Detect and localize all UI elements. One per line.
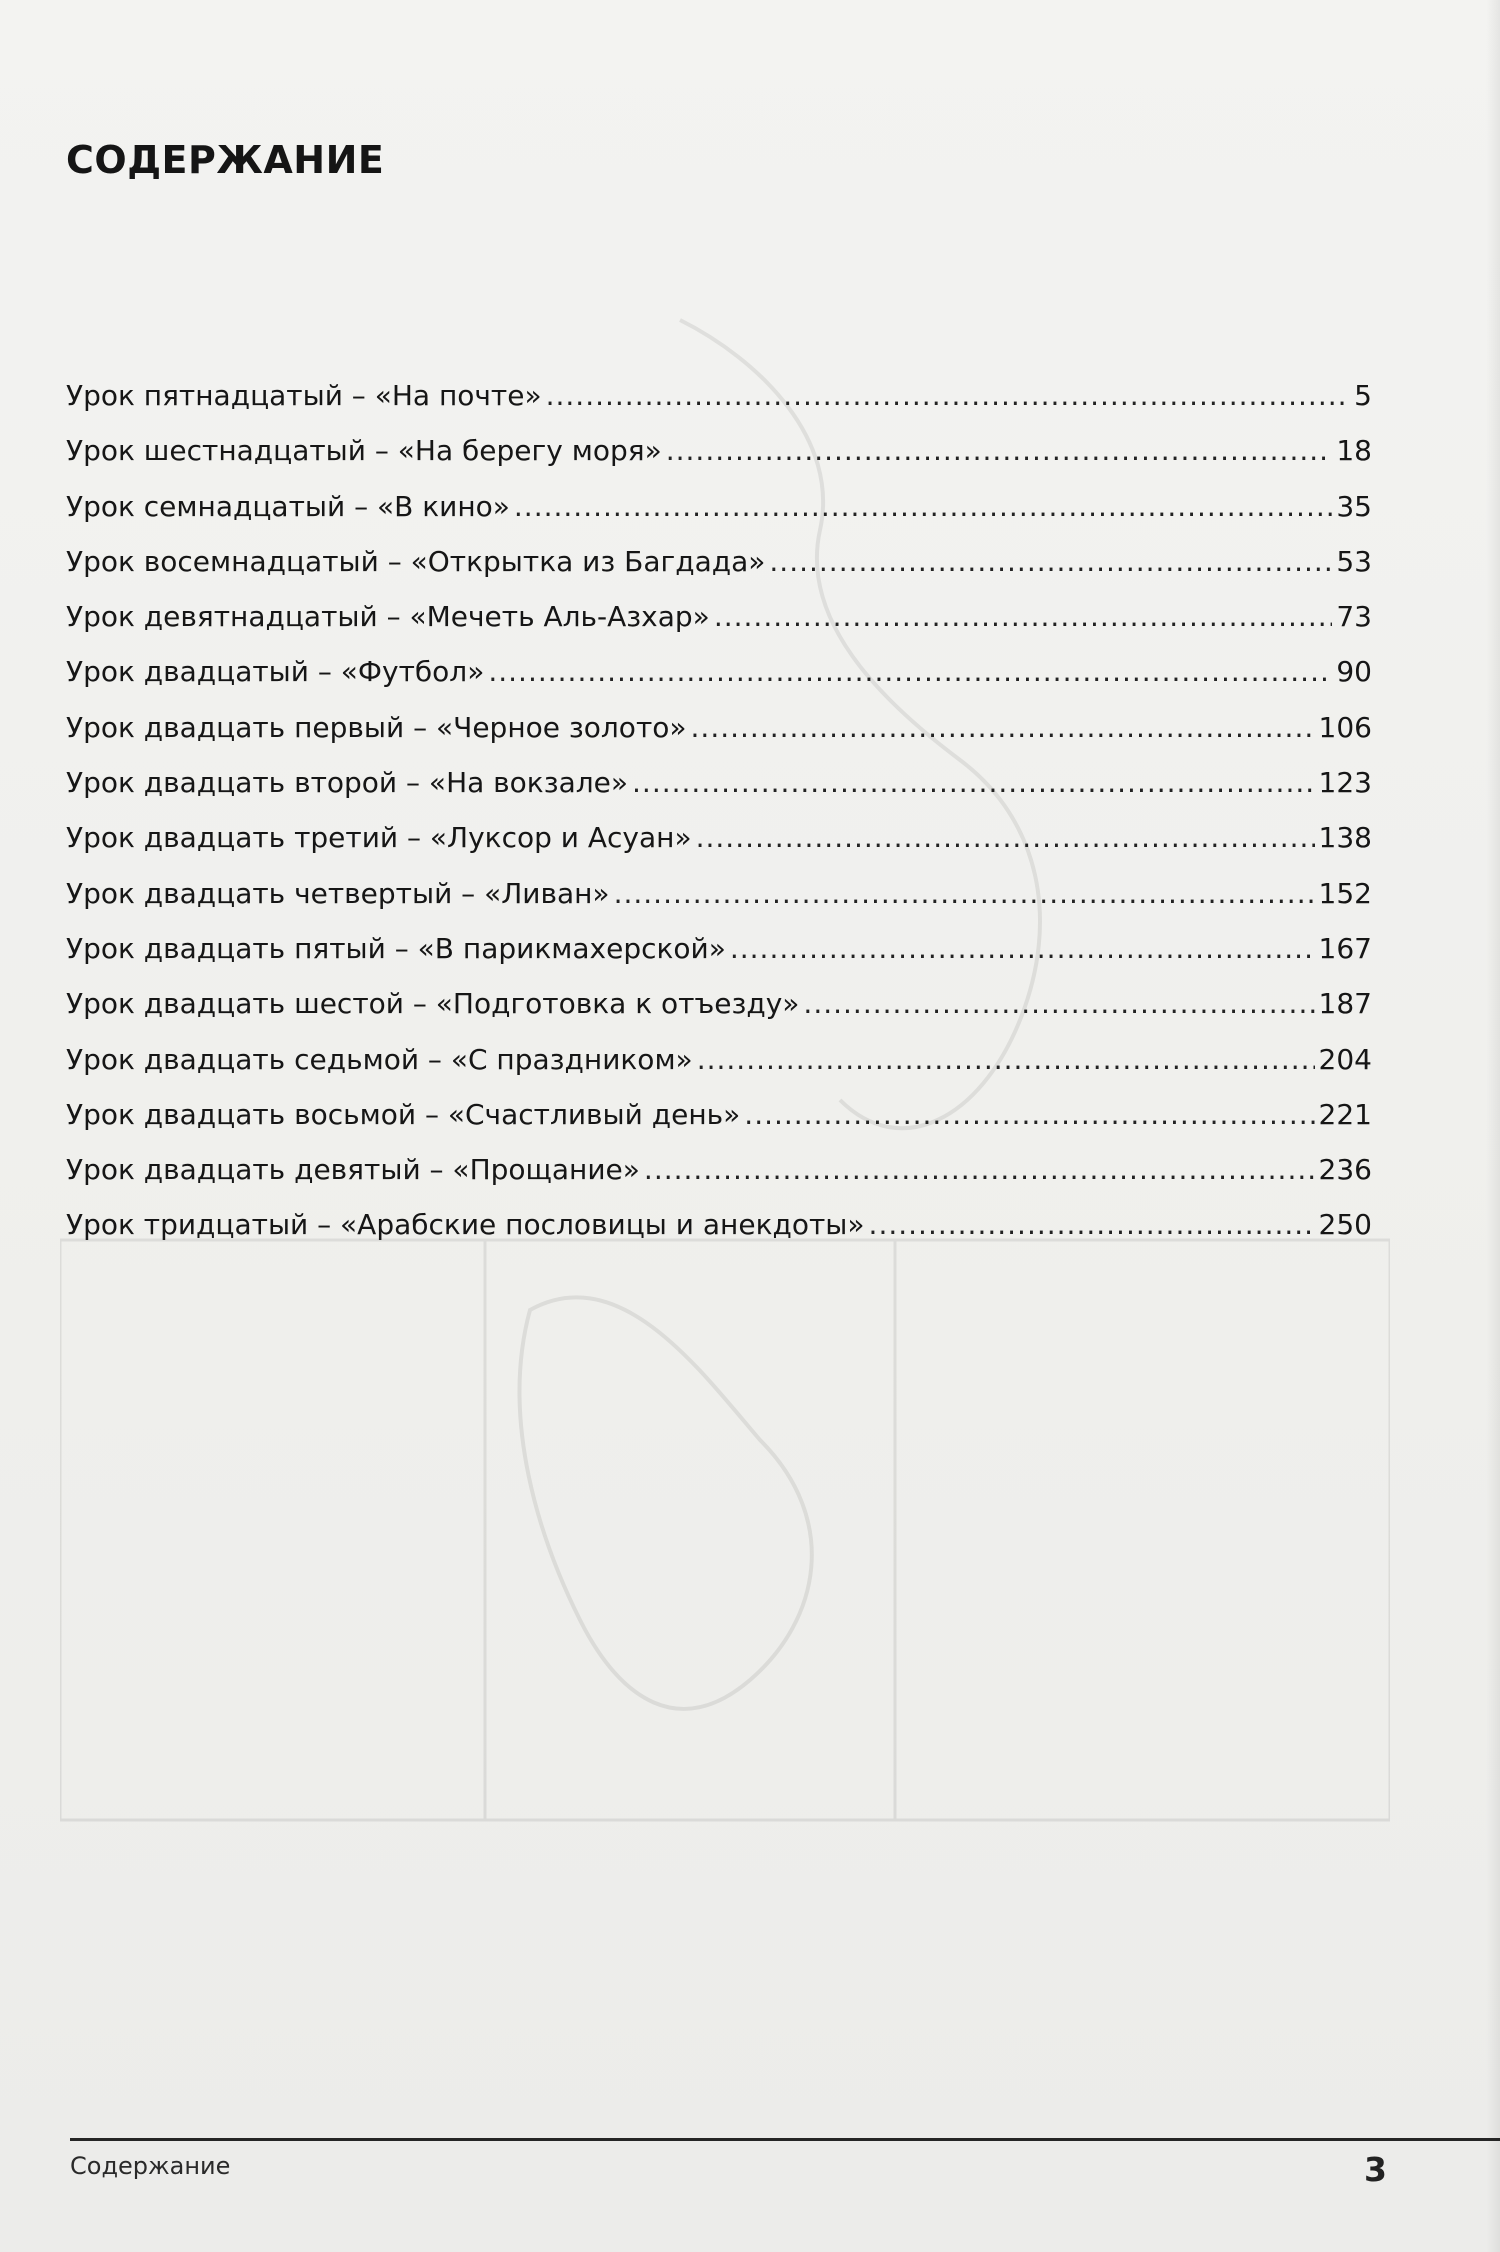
toc-entry [66, 866, 1372, 921]
toc-dot-leader [744, 1087, 1314, 1142]
toc-entry [66, 1142, 1372, 1197]
toc-entry [66, 534, 1372, 589]
toc-entry [66, 1032, 1372, 1087]
toc-entry [66, 1087, 1372, 1142]
toc-entry-page-number: 53 [1336, 544, 1372, 578]
toc-entry-page-number: 152 [1318, 876, 1372, 910]
toc-dot-leader [666, 423, 1333, 478]
toc-entry-page-number: 236 [1318, 1153, 1372, 1187]
toc-dot-leader [514, 479, 1332, 534]
toc-entry-title: Урок восемнадцатый – «Открытка из Багдада» [66, 544, 766, 578]
toc-entry-title: Урок двадцать пятый – «В парикмахерской» [66, 931, 726, 965]
toc-entry [66, 1197, 1372, 1252]
toc-dot-leader [488, 644, 1332, 699]
toc-entry-title: Урок тридцатый – «Арабские пословицы и анекдоты» [66, 1208, 865, 1242]
page-title: СОДЕРЖАНИЕ [66, 138, 385, 183]
toc-entry-title: Урок двадцать шестой – «Подготовка к отъезду» [66, 987, 800, 1021]
toc-entry [66, 976, 1372, 1031]
toc-dot-leader [803, 976, 1314, 1031]
toc-entry [66, 700, 1372, 755]
toc-entry-title: Урок пятнадцатый – «На почте» [66, 379, 542, 412]
toc-entry-title: Урок двадцать восьмой – «Счастливый день» [66, 1097, 741, 1131]
toc-entry-page-number: 5 [1354, 379, 1372, 412]
footer-section-label: Содержание [70, 2152, 231, 2180]
toc-entry-title: Урок двадцать седьмой – «С праздником» [66, 1042, 693, 1076]
toc-entry-page-number: 204 [1318, 1042, 1372, 1076]
toc-entry-page-number: 138 [1318, 821, 1372, 855]
toc-entry-title: Урок девятнадцатый – «Мечеть Аль-Азхар» [66, 600, 710, 634]
toc-dot-leader [696, 810, 1315, 865]
toc-entry [66, 423, 1372, 478]
toc-dot-leader [714, 589, 1333, 644]
toc-entry-title: Урок двадцать третий – «Луксор и Асуан» [66, 821, 692, 855]
toc-dot-leader [730, 921, 1315, 976]
toc-entry-title: Урок семнадцатый – «В кино» [66, 489, 510, 523]
footer-divider [70, 2138, 1500, 2141]
toc-entry-title: Урок двадцать девятый – «Прощание» [66, 1153, 640, 1187]
toc-entry-page-number: 18 [1336, 434, 1372, 468]
toc-entry-page-number: 106 [1318, 710, 1372, 744]
toc-dot-leader [546, 368, 1351, 423]
toc-entry [66, 921, 1372, 976]
toc-dot-leader [644, 1142, 1315, 1197]
toc-dot-leader [632, 755, 1315, 810]
toc-entry-page-number: 250 [1318, 1208, 1372, 1242]
toc-entry-title: Урок двадцать первый – «Черное золото» [66, 710, 687, 744]
toc-dot-leader [869, 1197, 1315, 1252]
table-of-contents [66, 368, 1372, 1253]
toc-entry-page-number: 187 [1318, 987, 1372, 1021]
toc-dot-leader [614, 866, 1315, 921]
toc-entry [66, 368, 1372, 423]
toc-entry-page-number: 73 [1336, 600, 1372, 634]
toc-entry-page-number: 35 [1336, 489, 1372, 523]
toc-entry-title: Урок двадцать четвертый – «Ливан» [66, 876, 610, 910]
toc-entry-title: Урок двадцать второй – «На вокзале» [66, 766, 629, 800]
toc-dot-leader [691, 700, 1315, 755]
page-edge-shadow [1486, 0, 1500, 2252]
toc-entry-page-number: 221 [1318, 1097, 1372, 1131]
toc-entry [66, 810, 1372, 865]
toc-entry [66, 644, 1372, 699]
toc-entry-title: Урок шестнадцатый – «На берегу моря» [66, 434, 662, 468]
toc-dot-leader [697, 1032, 1315, 1087]
toc-entry-page-number: 167 [1318, 931, 1372, 965]
page-number: 3 [1364, 2150, 1387, 2189]
toc-entry-title: Урок двадцатый – «Футбол» [66, 655, 485, 689]
toc-entry [66, 589, 1372, 644]
toc-entry [66, 479, 1372, 534]
toc-entry-page-number: 90 [1336, 655, 1372, 689]
toc-dot-leader [769, 534, 1332, 589]
toc-entry-page-number: 123 [1318, 766, 1372, 800]
toc-entry [66, 755, 1372, 810]
